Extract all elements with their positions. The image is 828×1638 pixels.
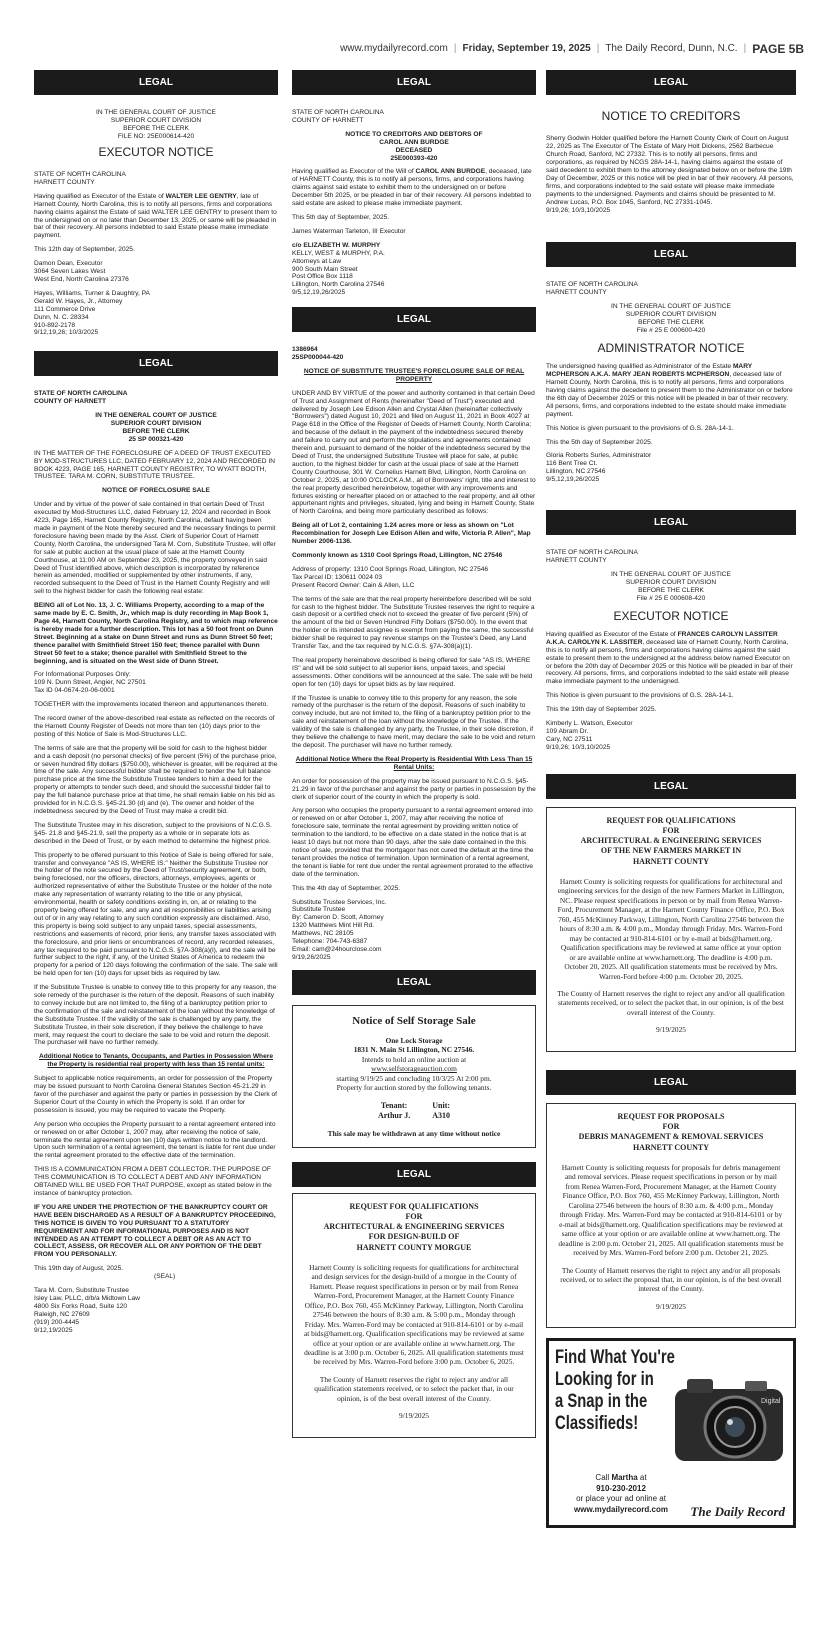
legal-banner: LEGAL	[292, 970, 536, 995]
box-reserve: The County of Harnett reserves the right to reject any and/or all proposals received, or to select the proposal that, in our opinion, is of the best overall interest of the County.	[560, 1265, 782, 1294]
notice-body: Having qualified as Executor of the Estate of WALTER LEE GENTRY, late of Harnett County, North Carolina, this is to notify all persons, firms and corporations having claims against the Estate of said WALTER LEE GENTRY to present them to the undersigned on or no later than December 13, 2025, or same will be pleaded in bar of their recovery. All persons indebted to said Estate please make immediate payment.	[34, 192, 277, 240]
file-number: FILE NO: 25E000614-420	[117, 132, 195, 140]
address-block: Address of property: 1310 Cool Springs Road, Lillington, NC 27546 Tax Parcel ID: 130611 0024 03 Present Record Owner: Cain & Allen, LLC	[292, 565, 489, 589]
ad-phone[interactable]: 910-230-2012	[596, 1483, 646, 1493]
notice-title: NOTICE TO CREDITORS	[601, 109, 741, 123]
legal-banner: LEGAL	[292, 1162, 536, 1187]
notice-title: NOTICE OF FORECLOSURE SALE	[102, 487, 210, 495]
signature-block: Tara M. Corn, Substitute Trustee Isley Law, PLLC, d/b/a Midtown Law 4800 Six Forks Road, Suite 120 Raleigh, NC 27609 (919) 200-4445 9/12,19/2025	[34, 1287, 140, 1334]
auction-link[interactable]: www.selfstorageauction.com	[371, 1064, 457, 1074]
ad-url[interactable]: www.mydailyrecord.com	[574, 1504, 668, 1514]
legal-banner: LEGAL	[546, 774, 796, 799]
box-title: Notice of Self Storage Sale	[352, 1014, 476, 1027]
court-heading	[34, 109, 278, 141]
court-heading: IN THE GENERAL COURT OF JUSTICE SUPERIOR COURT DIVISION BEFORE THE CLERK 25 SP 000321-420	[95, 412, 217, 443]
page-number: PAGE 5B	[752, 42, 804, 56]
executor-notice-lassiter	[546, 549, 796, 752]
executor-block: Damon Dean, Executor 3064 Seven Lakes West West End, North Carolina 27376	[34, 260, 129, 283]
camera-icon	[669, 1363, 789, 1483]
state-heading: STATE OF NORTH CAROLINA COUNTY OF HARNETT	[292, 109, 384, 124]
state-heading: STATE OF NORTH CAROLINA COUNTY OF HARNETT	[34, 390, 128, 406]
paragraph: If the Substitute Trustee is unable to convey title to this property for any reason, the sole remedy of the purchaser is the return of the deposit. Reasons of such inability to convey include but are not limited to, the filing of a bankruptcy petition prior to the confirmation of the sale and reinstatement of the loan without the knowledge of the Substitute Trustee. If the validity of the sale is challenged by any party, the Substitute Trustee, in their sole discretion, if they believe the challenge to have merit, may request the court to declare the sale to be void and return the deposit. The purchaser will have no further remedy.	[34, 984, 277, 1047]
box-line: Property for auction stored by the following tenants.	[336, 1083, 492, 1093]
state-heading: STATE OF NORTH CAROLINA HARNETT COUNTY	[546, 281, 638, 297]
box-reserve: The County of Harnett reserves the right to reject any and/or all qualification statements received, or to select the packet that, in our opinion, is of the best overall interest of the County.	[557, 989, 785, 1017]
daily-record-logo: The Daily Record	[690, 1503, 785, 1519]
paragraph: THIS IS A COMMUNICATION FROM A DEBT COLLECTOR. THE PURPOSE OF THIS COMMUNICATION IS TO COLLECT A DEBT AND ANY INFORMATION OBTAINED WILL BE USED FOR THAT PURPOSE, except as stated below in the instance of bankruptcy protection.	[34, 1166, 272, 1197]
box-date: 9/19/2025	[399, 1411, 429, 1421]
box-footer: This sale may be withdrawn at any time without notice	[327, 1129, 501, 1139]
bankruptcy-notice: IF YOU ARE UNDER THE PROTECTION OF THE BANKRUPTCY COURT OR HAVE BEEN DISCHARGED AS A RESULT OF A BANKRUPTCY PROCEEDING, THIS NOTICE IS GIVEN TO YOU PURSUANT TO A STATUTORY REQUIREMENT AND FOR INFORMATIONAL PURPOSES AND IS NOT INTENDED AS AN ATTEMPT TO COLLECT A DEBT OR AS AN ACT TO COLLECT, ASSESS, OR RECOVER ALL OR ANY PORTION OF THE DEBT FROM YOU PERSONALLY.	[34, 1203, 276, 1259]
substitute-trustee-sale-allen	[292, 346, 536, 962]
tenant-label: Tenant:	[380, 1100, 408, 1110]
paragraph: UNDER AND BY VIRTUE of the power and authority contained in that certain Deed of Trust and Assignment of Rents (hereinafter "Deed of Trust") executed and delivered by Joseph Lee Edison Allen and Crystal Allen (hereinafter collectively "Borrowers") dated August 10, 2021 and filed on August 11, 2021 in Book 4027 at Page 618 in the Office of the Register of Deeds of Harnett County, North Carolina; and because of the default in the payment of the indebtedness secured thereby and failure to carry out and perform the stipulations and agreements contained therein and, pursuant to demand of the holder of the indebtedness secured by the Deed of Trust, the undersigned Substitute Trustee will place for sale, at public auction, to the highest bidder for cash at the usual place of sale at the Harnett County Courthouse, 301 W. Cornelius Harnett Blvd, Lillington, North Carolina on October 2, 2025, at 10:00 O'CLOCK A.M., all of Borrowers' right, title and interest to the real property described hereinbelow, together with any improvements and fixtures existing or hereafter placed on or attached to the real property, and all other appurtenant rights and privileges, situated, lying and being in Harnett County, State of North Carolina, and being more particularly described as follows:	[292, 389, 536, 516]
foreclosure-notice-mod-structures	[34, 390, 278, 1334]
storage-address: 1831 N. Main St Lillington, NC 27546.	[353, 1045, 475, 1055]
notice-creditors-burdge	[292, 109, 536, 297]
unit-label: Unit:	[432, 1100, 451, 1110]
paragraph: The real property hereinabove described is being offered for sale "AS IS, WHERE IS" and will be sold subject to all superior liens, unpaid taxes, and special assessments. Other conditions will be announced at the sale. The sale will be held open for ten (10) days for upset bids as by law required.	[292, 656, 533, 688]
header-separator: |	[596, 43, 600, 55]
box-body: Harnett County is soliciting requests for qualifications for architectural and design services for the design-build of a morgue in the County of Harnett. Please request specifications in person or by mail from Renea Warren-Ford, Procurement Manager, at the Harnett County Finance Office, P.O. Box 760, 455 McKinney Parkway, Lillington, North Carolina 27546 between the hours of 8:30 a.m. & 5:00 p.m., Monday through Friday. Mrs. Warren-Ford may be contacted at 910-814-6101 or by e-mail at bids@harnett.org. Qualification specifications may be reviewed at same office at your option or are available online at www.harnett.org. The deadline is at 3:00 p.m. October 6, 2025. All qualification statements must be received by Mrs. Warren-Ford before 3:00 p.m. October 6, 2025.	[303, 1262, 525, 1367]
legal-banner: LEGAL	[292, 307, 536, 332]
issue-date: Friday, September 19, 2025	[462, 43, 591, 55]
box-line: starting 9/19/25 and concluding 10/3/25 At 2:00 pm.	[336, 1073, 492, 1083]
notice-body: Having qualified as Executor of the Will of CAROL ANN BURDGE, deceased, late of HARNETT County, this is to notify all persons, firms, and corporations having claims against said estate to exhibit them to the undersigned on or before December 5th 2025, or be pleaded in bar of their recovery. All persons indebted to said estate are asked to please make immediate payment.	[292, 168, 532, 208]
paragraph: The terms of sale are that the property will be sold for cash to the highest bidder and a cash deposit (no personal checks) of five percent (5%) of the purchase price, or seven hundred fifty dollars ($750.00), whichever is greater, will be required at the time of the sale. Any successful bidder shall be required to tender the full balance purchase price at the time the Substitute Trustee tenders to him a deed for the property or attempts to tender such deed, and should the successful bidder fail to pay the full balance purchase price at that time, he shall remain liable on his bid as provided for in N.C.G.S. §45-21.30 (d) and (e). The owner and holder of the indebtedness secured by the Deed of Trust may make a credit bid.	[34, 744, 278, 816]
paragraph: This property to be offered pursuant to this Notice of Sale is being offered for sale, transfer and conveyance "AS IS, WHERE IS." Neither the Substitute Trustee nor the holder of the note secured by the Deed of Trust/security agreement, or both, being foreclosed, nor the officers, directors, attorneys, employees, agents or authorized representative of either the Substitute Trustee or the holder of the note make any representation of warranty relating to the title or any physical, environmental, health or safety conditions existing in, on, at or relating to the property being offered for sale, and any and all responsibilities or liabilities arising out of or in any way relating to any such condition expressly are disclaimed. Also, this property is being sold subject to any unpaid taxes, special assessments, restrictions and easements of record, prior liens, any transfer taxes associated with the foreclosure, and prior liens or encumbrances of record, any recorded releases, any tax required to be paid pursuant to N.C.G.S. §7A-308(a)(l), and the sale will be further subject to the right, if any, of the United States of America to redeem the property for a period of 120 days following the confirmation of the sale. The sale will be held open for ten (10) days for upset bids as required by law.	[34, 851, 278, 978]
ad-headline: Find What You're Looking for in a Snap in the Classifieds!	[555, 1347, 675, 1434]
tenant-table	[303, 1101, 525, 1121]
legal-description: BEING all of Lot No. 13, J. C. Williams Property, according to a map of the same made by E. C. Smith, Jr., which map is duly recording in Map Book 1, Page 44, Harnett County, North Carolina Registry, and to which map reference is hereby made for a further description. This lot has a 50 foot front on Dunn Street. Beginning at a stake on Dunn Street and runs as Dunn Street 50 feet; thence parallel with Smithfield Street 150 feet; thence parallel with Dunn Street 50 feet to a stake; thence parallel with Smithfield Street to the beginning, and is situated on the West side of Dunn Street.	[34, 602, 278, 665]
column-1	[34, 70, 278, 1630]
matter-caption: IN THE MATTER OF THE FORECLOSURE OF A DEED OF TRUST EXECUTED BY MOD-STRUCTURES LLC, DATED FEBRUARY 12, 2024 AND RECORDED IN BOOK 4223, PAGE 165, HARNETT COUNTY REGISTRY, TO WYATT BOOTH, TRUSTEE. TARA M. CORN, SUBSTITUTE TRUSTEE.	[34, 449, 275, 481]
legal-description: Being all of Lot 2, containing 1.24 acres more or less as shown on "Lot Recombination for Joseph Lee Edison Allen and wife, Victoria P. Allen", Map Number 2006-1136.	[292, 522, 531, 546]
notice-title: NOTICE OF SUBSTITUTE TRUSTEE'S FORECLOSURE SALE OF REAL PROPERTY	[303, 367, 525, 383]
notice-body: The undersigned having qualified as Administrator of the Estate MARY MCPHERSON A.K.A. MARY JEAN ROBERTS MCPHERSON, deceased late of Harnett County, North Carolina, this is to notify all persons, firms and corporations having claims against the decedent to present them to the Administrator on or before the 6th day of December 2025 or this notice will be pleaded in bar of their recovery. All persons, firms, and corporations indebted to the estate should make immediate payment.	[546, 363, 793, 418]
county-line: HARNETT COUNTY	[34, 178, 95, 186]
notice-title: EXECUTOR NOTICE	[98, 144, 214, 159]
statute-line: This Notice is given pursuant to the provisions of G.S. 28A-14-1.	[546, 424, 734, 432]
paper-name: The Daily Record, Dunn, N.C.	[605, 43, 738, 55]
legal-banner: LEGAL	[546, 1070, 796, 1095]
box-title: REQUEST FOR PROPOSALS FOR DEBRIS MANAGEMENT & REMOVAL SERVICES HARNETT COUNTY	[578, 1111, 764, 1152]
dated-line: This the 4th day of September, 2025.	[292, 884, 401, 892]
box-line: Intends to hold an online auction at	[361, 1054, 467, 1064]
box-title: REQUEST FOR QUALIFICATIONS FOR ARCHITECTURAL & ENGINEERING SERVICES OF THE NEW FARMERS MARKET IN HARNETT COUNTY	[580, 815, 762, 866]
box-title: REQUEST FOR QUALIFICATIONS FOR ARCHITECTURAL & ENGINEERING SERVICES FOR DESIGN-BUILD OF HARNETT COUNTY MORGUE	[323, 1201, 505, 1252]
administrator-notice-mcpherson	[546, 281, 796, 484]
legal-banner: LEGAL	[34, 70, 278, 95]
attorney-block: c/o ELIZABETH W. MURPHY KELLY, WEST & MURPHY, P.A. Attorneys at Law 900 South Main Street Post Office Box 1118 Lillington, North Carolina 27546 9/5,12,19,26/2025	[292, 241, 385, 297]
common-address: Commonly known as 1310 Cool Springs Road, Lillington, NC 27546	[292, 551, 503, 559]
dated-line: This the 5th day of September 2025.	[546, 438, 653, 446]
paragraph: The record owner of the above-described real estate as reflected on the records of the Harnett County Register of Deeds not more than ten (10) days prior to the posting of this Notice of Sale is Mod-Structures LLC.	[34, 715, 275, 738]
case-ids: 1386964 25SP000044-420	[292, 346, 344, 362]
notice-body: Having qualified as Executor of the Estate of FRANCES CAROLYN LASSITER A.K.A. CAROLYN K. LASSITER, deceased late of Harnett County, North Carolina, this is to notify all persons, firms and corporations having claims against the said estate to present them to the undersigned at the address below named Executor on or before the 20th day of December 2025 or this Notice will be pleaded in bar of their recovery. All persons, firms, and corporations indebted to the said estate will please make immediate payment to the undersigned.	[546, 630, 793, 686]
dates-line: 9/19,26; 10/3,10/2025	[546, 206, 611, 214]
executor-line: James Waterman Tarleton, III Executor	[292, 227, 406, 235]
executor-notice-gentry	[34, 109, 278, 337]
paragraph: Any person who occupies the property pursuant to a rental agreement entered into or renewed on or after October 1, 2007, may after receiving the notice of foreclosure sale, terminate the rental agreement by providing written notice of termination to the landlord, to be effective on a date stated in the notice that is at least 10 days but not more than 90 days, after the sale date contained in the this notice of sale, provided that the mortgagor has not cured the default at the time the tenant provides the notice of termination. Upon termination of a rental agreement, the tenant is liable for rent due under the rental agreement prorated to the effective date of the termination.	[292, 807, 534, 878]
paragraph: TOGETHER with the improvements located thereon and appurtenances thereto.	[34, 701, 269, 709]
paragraph: The Substitute Trustee may in his discretion, subject to the provisions of N.C.G.S. §45- 21.8 and §45-21.9, sell the property as a whole or in separate lots as described in the Deed of Trust, or by each method to determine the highest price.	[34, 821, 272, 845]
signature-block: Substitute Trustee Services, Inc. Substitute Trustee By: Cameron D. Scott, Attorney 1320 Matthews Mint Hill Rd. Matthews, NC 28105 Telephone: 704-743-6387 Email: cam@24hourclose.com 9/19,26/2025	[292, 898, 387, 961]
dated-line: This the 19th day of September 2025.	[546, 706, 657, 714]
notice-title: NOTICE TO CREDITORS AND DEBTORS OF CAROL ANN BURDGE DECEASED 25E000393-420	[345, 130, 483, 162]
box-body: Harnett County is soliciting requests for qualifications for architectural and engineering services for the design of the new Farmers Market in Lillington, NC. Please request specifications in person or by mail from Renea Warren-Ford, Procurement Manager, at the Harnett County Finance Office, P.O. Box 760, 455 McKinney Parkway, Lillington, North Carolina 27546 between the hours of 8:30 a.m. & 4:00 p.m., Monday through Friday. Mrs. Warren-Ford may be contacted at 910-814-6101 or by e-mail at bids@harnett.org. Qualification specifications may be reviewed at same office at your option or are available online at www.harnett.org. The deadline is 4:00 p.m. October 20, 2025. All qualification statements must be received by Mrs. Warren-Ford before 4:00 p.m. October 20, 2025.	[557, 876, 785, 981]
signature-block: Gloria Roberts Surles, Administrator 116 Bent Tree Ct. Lillington, NC 27546 9/5,12,19,26/2025	[546, 452, 652, 484]
column-3	[546, 70, 796, 1630]
rfq-farmers-market-box	[546, 807, 796, 1052]
info-block: For Informational Purposes Only: 109 N. Dunn Street, Angier, NC 27501 Tax ID 04-0674-20-06-0001	[34, 671, 146, 695]
header-separator: |	[453, 43, 457, 55]
camera-brand-label: Digital	[761, 1398, 781, 1406]
dated-line: This 12th day of September, 2025.	[34, 246, 135, 254]
state-line: STATE OF NORTH CAROLINA	[34, 171, 126, 179]
box-date: 9/19/2025	[656, 1025, 686, 1035]
column-2	[292, 70, 536, 1630]
court-line: SUPERIOR COURT DIVISION	[110, 116, 202, 124]
subheading: Additional Notice Where the Real Property is Residential With Less Than 15 Rental Units:	[295, 755, 533, 771]
site-url[interactable]: www.mydailyrecord.com	[340, 43, 448, 55]
self-storage-sale-box	[292, 1005, 536, 1148]
dated-line: This 5th day of September, 2025.	[292, 213, 390, 221]
box-date: 9/19/2025	[656, 1301, 686, 1311]
notice-creditors-dickens	[546, 109, 796, 214]
classifieds-ad[interactable]	[546, 1338, 796, 1528]
court-heading: IN THE GENERAL COURT OF JUSTICE SUPERIOR COURT DIVISION BEFORE THE CLERK File # 25 E 000608-420	[611, 570, 731, 602]
ad-contact: Call Martha at 910-230-2012 or place your ad online at www.mydailyrecord.com	[557, 1473, 685, 1515]
paragraph: Under and by virtue of the power of sale contained in that certain Deed of Trust executed by Mod-Structures LLC, dated February 12, 2024 and recorded in Book 4223, Page 165, Harnett County Registry, North Carolina, default having been made in payment of the Note thereby secured and the necessary findings to permit foreclosure having been made by the Asst. Clerk of Superior Court of Harnett County, North Carolina, the undersigned Tara M. Corn, Substitute Trustee, will offer for sale at public auction at the usual place of sale at the Harnett County Courthouse, at 11:00 AM on September 23, 2025, the property conveyed in said Deed of Trust identified above, which description is incorporated by reference herein as amended, modified or supplemented by other instruments, if any, recorded subsequent to the Deed of Trust in the Harnett County Registry and will sell to the highest bidder for cash the following real estate:	[34, 501, 276, 596]
dated-line: This 19th day of August, 2025. (SEAL)	[34, 1265, 176, 1281]
notice-title: ADMINISTRATOR NOTICE	[597, 340, 745, 355]
unit-number: A310	[432, 1110, 451, 1120]
rfq-morgue-box	[292, 1193, 536, 1438]
tenant-name: Arthur J.	[377, 1110, 411, 1120]
paragraph: Subject to applicable notice requirements, an order for possession of the Property may be issued pursuant to North Carolina General Statutes Section 45-21.29 in favor of the purchaser and against the party or parties in possession by the Clerk of Superior Court of the County in which the Property is sold. If an order for possession is issued, you may be required to vacate the Property.	[34, 1075, 278, 1114]
box-body: Harnett County is soliciting requests for proposals for debris management and removal services. Please request specifications in person or by mail from Renea Warren-Ford, Procurement Manager, at the Harnett County Finance Office, P.O. Box 760, 455 McKinney Parkway, Lillington, North Carolina 27546 between the hours of 8:30 a.m. & 4:00 p.m., Monday through Friday. Mrs. Warren-Ford may be contacted at 910-814-6101 or by e-mail at bids@harnett.org. Qualification specifications may be reviewed at same office at your option or are available online at www.harnett.org. The deadline is 2:00 p.m. October 21, 2025. All qualification statements must be received by Mrs. Warren-Ford before 2:00 p.m. October 21, 2025.	[558, 1162, 784, 1258]
paragraph: If the Trustee is unable to convey title to this property for any reason, the sole remedy of the purchaser is the return of the deposit. Reasons of such inability to convey include, but are not limited to, the filing of a bankruptcy petition prior to the sale and reinstatement of the loan without the knowledge of the Trustee. If the validity of the sale is challenged by any party, the Trustee, in their sole discretion, if they believe the challenge to have merit, may declare the sale to be void and return the deposit. The purchaser will have no further remedy.	[292, 694, 536, 749]
statute-line: This Notice is given pursuant to the provisions of G.S. 28A-14-1.	[546, 692, 734, 700]
paragraph: The terms of the sale are that the real property hereinbefore described will be sold for cash to the highest bidder. The Substitute Trustee reserves the right to require a cash deposit or a certified check not to exceed the greater of five percent (5%) of the amount of the bid or Seven Hundred Fifty Dollars ($750.00). In the event that the holder or its intended assignee is exempt from paying the same, the successful bidder shall be required to pay revenue stamps on the Trustee's Deed, any Land Transfer Tax, and the tax required by N.C.G.S. §7A-308(a)(1).	[292, 595, 535, 651]
paragraph: Any person who occupies the Property pursuant to a rental agreement entered into or renewed on or after October 1, 2007 may, after receiving the notice of sale, terminate the rental agreement upon ten (10) days written notice to the landlord. Upon such termination of a rental agreement, the tenant is liable for rent due under the rental agreement prorated to the effective date of the termination.	[34, 1120, 276, 1160]
legal-banner: LEGAL	[546, 510, 796, 535]
legal-banner: LEGAL	[292, 70, 536, 95]
legal-banner: LEGAL	[546, 70, 796, 95]
box-reserve: The County of Harnett reserves the right to reject any and/or all qualification statements received, or to select the packet that, in our opinion, is of the best overall interest of the County.	[314, 1374, 514, 1403]
storage-name: One Lock Storage	[385, 1035, 443, 1045]
paragraph: An order for possession of the property may be issued pursuant to N.C.G.S. §45-21.29 in favor of the purchaser and against the party or parties in possession by the clerk of superior court of the county in which the property is sold.	[292, 777, 536, 801]
legal-banner: LEGAL	[34, 351, 278, 376]
page-header	[340, 42, 804, 56]
state-heading: STATE OF NORTH CAROLINA HARNETT COUNTY	[546, 549, 638, 564]
notice-title: EXECUTOR NOTICE	[613, 608, 729, 623]
signature-block: Kimberly L. Watson, Executor 109 Abram Dr. Cary, NC 27511 9/19,26; 10/3,10/2025	[546, 720, 633, 751]
court-line: BEFORE THE CLERK	[123, 124, 189, 132]
court-heading: IN THE GENERAL COURT OF JUSTICE SUPERIOR COURT DIVISION BEFORE THE CLERK File # 25 E 000600-420	[611, 303, 731, 334]
court-line: IN THE GENERAL COURT OF JUSTICE	[96, 109, 216, 116]
attorney-block: Hayes, Williams, Turner & Daughtry, PA Gerald W. Hayes, Jr., Attorney 111 Commerce Drive Dunn, N. C. 28334 910-892-2178 9/12,19,26; 10/3/2025	[34, 289, 150, 337]
header-separator: |	[743, 43, 747, 55]
notice-body: Sherry Godwin Holder qualified before the Harnett County Clerk of Court on August 22, 2025 as The Executor of The Estate of Mary Holt Dickens, 2562 Barbecue Church Road, Sanford, NC 27332. This is to notify all persons, firms and corporations, as required by NCGS 28A-14-1, having claims against the estate of said decedent to exhibit them to the attorney designated below on or before the 19th Day of December, 2025 or this notice will be pled in bar of their recovery. All persons, firms, and corporations indebted to the said estate will please make immediate payments to the undersigned. Payments and claims should be presented to M. Andrew Lucas, P.O. Box 1045, Sanford, NC 27331-1045.	[546, 135, 794, 206]
subheading: Additional Notice to Tenants, Occupants, and Parties in Possession Where the Property is residential real property with less than 15 rental units:	[38, 1053, 273, 1069]
legal-banner: LEGAL	[546, 242, 796, 267]
rfp-debris-box	[546, 1103, 796, 1329]
